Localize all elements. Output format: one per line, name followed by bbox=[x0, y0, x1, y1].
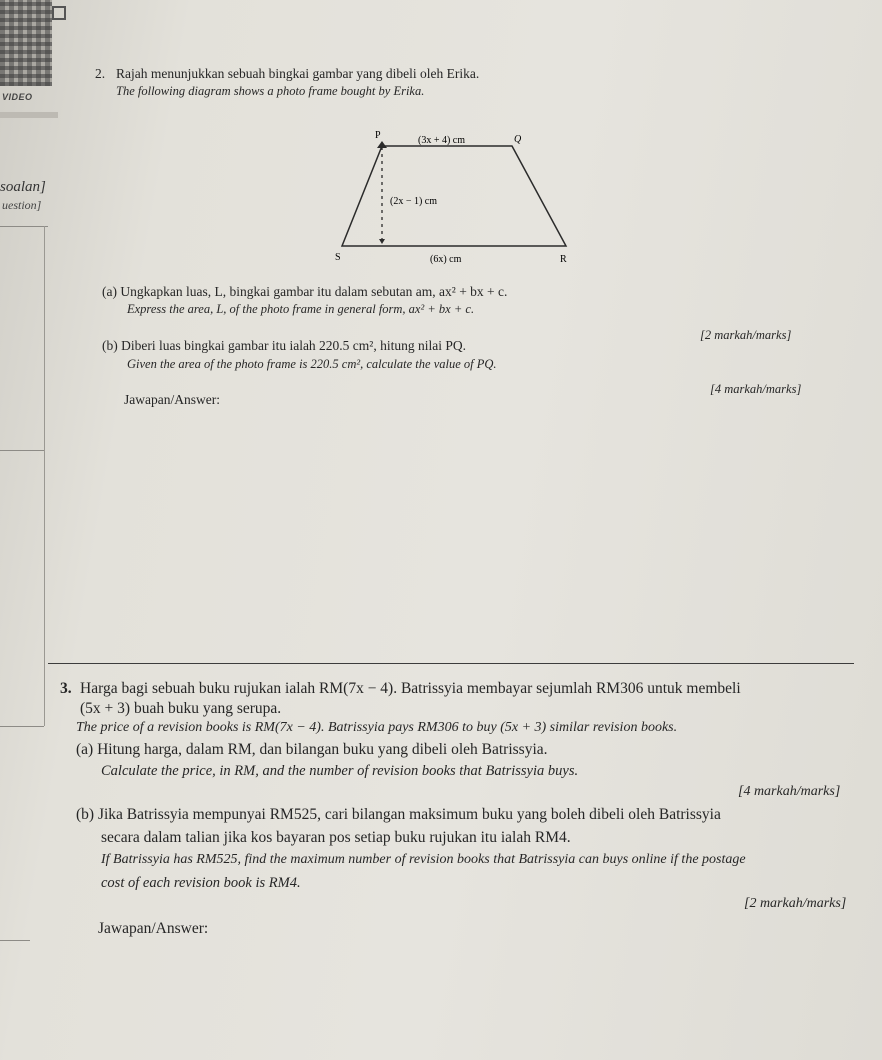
height-label: (2x − 1) cm bbox=[390, 196, 438, 207]
q2-part-a-ms: (a) Ungkapkan luas, L, bingkai gambar itu dalam sebutan am, ax² + bx + c. bbox=[102, 284, 508, 299]
q2-stem-en: The following diagram shows a photo frame bought by Erika. bbox=[116, 84, 425, 98]
trapezium-diagram bbox=[330, 126, 580, 268]
arrow-down-icon bbox=[379, 239, 385, 244]
vertex-q-label: Q bbox=[514, 134, 522, 145]
q3-stem-ms-2: (5x + 3) buah buku yang serupa. bbox=[80, 700, 282, 717]
q2-number: 2. bbox=[95, 66, 106, 81]
bottom-side-label: (6x) cm bbox=[430, 254, 462, 265]
question-divider bbox=[48, 663, 854, 664]
q3-part-b-ms-2: secara dalam talian jika kos bayaran pos setiap buku rujukan itu ialah RM4. bbox=[101, 829, 571, 846]
qr-corner-icon bbox=[52, 6, 66, 20]
q2-part-a-marks: [2 markah/marks] bbox=[700, 328, 792, 342]
q2-stem-ms: Rajah menunjukkan sebuah bingkai gambar yang dibeli oleh Erika. bbox=[116, 66, 480, 81]
margin-line bbox=[0, 726, 44, 727]
qr-code-icon bbox=[0, 0, 52, 86]
q2-part-b-en: Given the area of the photo frame is 220.5 cm², calculate the value of PQ. bbox=[127, 357, 497, 371]
margin-question-label: uestion] bbox=[2, 198, 42, 212]
q2-part-a-en: Express the area, L, of the photo frame in general form, ax² + bx + c. bbox=[127, 302, 475, 316]
margin-bar bbox=[0, 112, 58, 118]
q3-number: 3. bbox=[60, 680, 72, 697]
arrow-up-icon bbox=[377, 141, 387, 148]
q3-part-b-en-1: If Batrissyia has RM525, find the maximum number of revision books that Batrissyia can buys online if the postage bbox=[101, 852, 746, 867]
vertex-r-label: R bbox=[560, 254, 567, 265]
trapezium-shape bbox=[342, 146, 566, 246]
video-label: VIDEO bbox=[2, 92, 33, 102]
margin-soalan-label: soalan] bbox=[0, 179, 46, 195]
margin-line bbox=[0, 940, 30, 941]
vertex-p-label: P bbox=[375, 130, 381, 141]
q3-part-b-en-2: cost of each revision book is RM4. bbox=[101, 875, 301, 891]
q3-part-b-marks: [2 markah/marks] bbox=[744, 896, 847, 911]
q3-stem-en: The price of a revision books is RM(7x − 4). Batrissyia pays RM306 to buy (5x + 3) similar revision books. bbox=[76, 720, 678, 735]
vertex-s-label: S bbox=[335, 252, 341, 263]
q3-stem-ms-1: Harga bagi sebuah buku rujukan ialah RM(7x − 4). Batrissyia membayar sejumlah RM306 untuk membeli bbox=[80, 680, 741, 697]
q3-part-b-ms-1: (b) Jika Batrissyia mempunyai RM525, cari bilangan maksimum buku yang boleh dibeli oleh Batrissyia bbox=[76, 806, 721, 823]
q3-answer-label: Jawapan/Answer: bbox=[98, 920, 209, 937]
q2-part-b-ms: (b) Diberi luas bingkai gambar itu ialah 220.5 cm², hitung nilai PQ. bbox=[102, 338, 466, 353]
q2-part-b-marks: [4 markah/marks] bbox=[710, 382, 802, 396]
margin-border bbox=[44, 226, 45, 726]
margin-line bbox=[0, 226, 48, 227]
q3-part-a-ms: (a) Hitung harga, dalam RM, dan bilangan buku yang dibeli oleh Batrissyia. bbox=[76, 741, 548, 758]
q3-part-a-en: Calculate the price, in RM, and the number of revision books that Batrissyia buys. bbox=[101, 763, 579, 779]
top-side-label: (3x + 4) cm bbox=[418, 135, 466, 146]
q2-answer-label: Jawapan/Answer: bbox=[124, 392, 220, 407]
q3-part-a-marks: [4 markah/marks] bbox=[738, 784, 841, 799]
margin-line bbox=[0, 450, 44, 451]
